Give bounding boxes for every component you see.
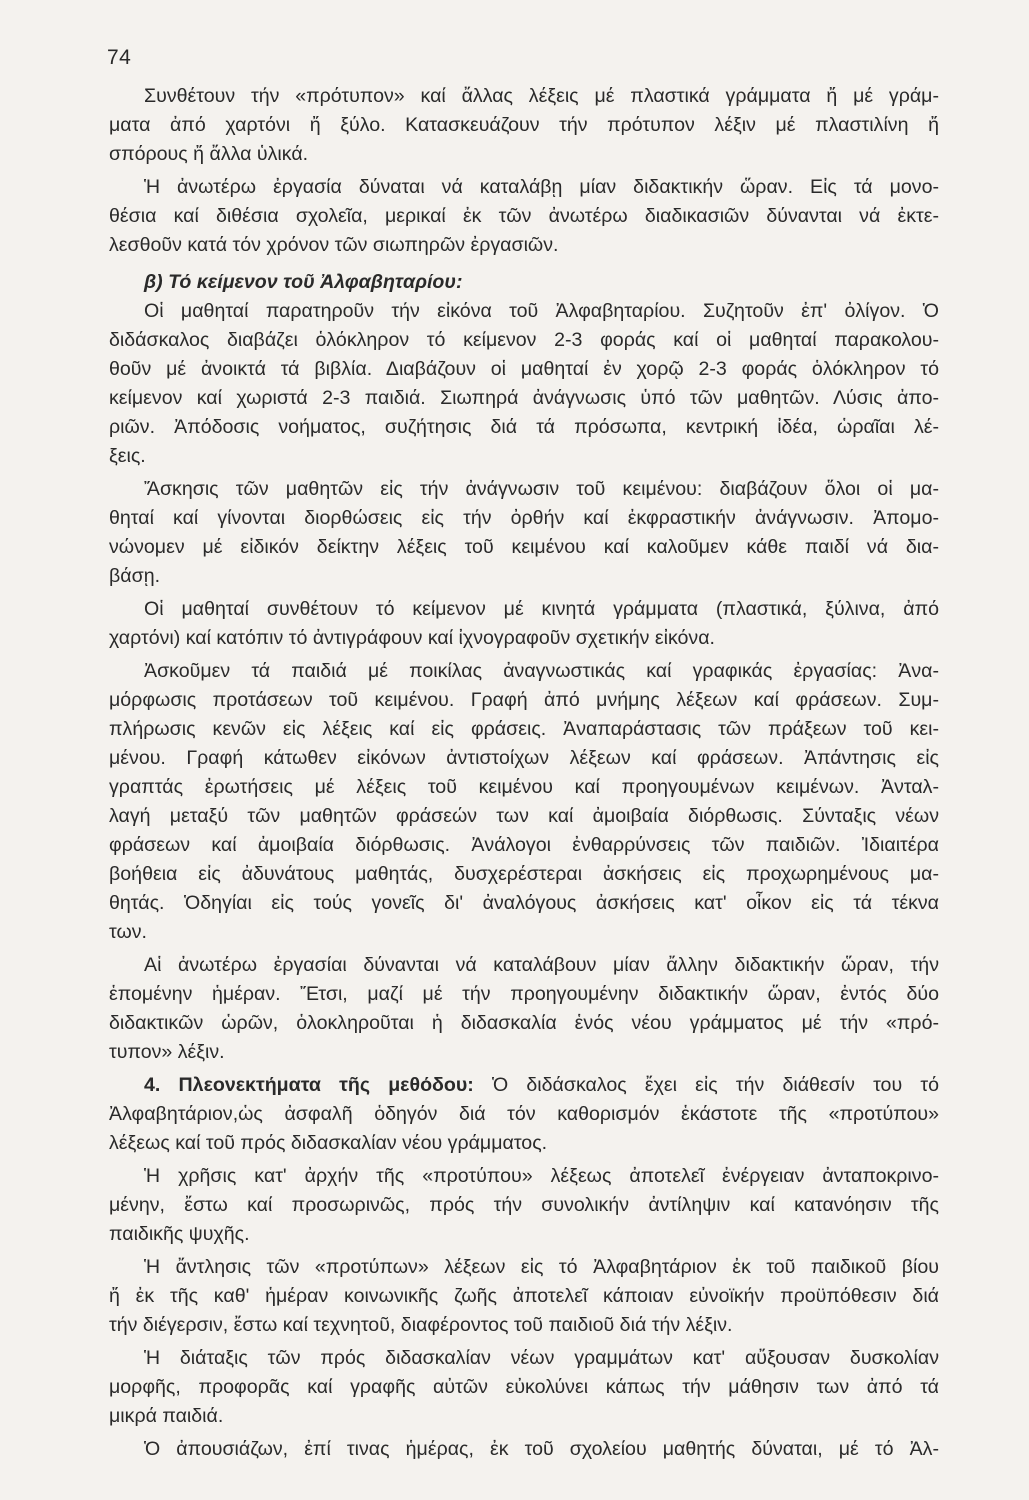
text-line: τήν διέγερσιν, ἔστω καί τεχνητοῦ, διαφέροντος τοῦ παιδιοῦ διά τήν λέξιν. <box>109 1314 733 1336</box>
paragraph <box>109 260 939 471</box>
text-line: μένου. Γραφή κάτωθεν εἰκόνων ἀντιστοίχων λέξεων καί φράσεων. Ἀπάντησις εἰς <box>109 747 939 769</box>
text-line: Συνθέτουν τήν «πρότυπον» καί ἄλλας λέξεις μέ πλαστικά γράμματα ἤ μέ γράμ- <box>144 85 939 107</box>
page-body <box>109 82 939 1464</box>
paragraph <box>109 951 939 1067</box>
text-line: Ἀλφαβητάριον,ὡς ἀσφαλῆ ὁδηγόν διά τόν καθορισμόν ἑκάστοτε τῆς «προτύπου» <box>109 1103 939 1125</box>
text-line: φράσεων καί ἀμοιβαία διόρθωσις. Ἀνάλογοι ἐνθαρρύνσεις τῶν παιδιῶν. Ἰδιαιτέρα <box>109 834 939 856</box>
text-line: ἤ ἐκ τῆς καθ' ἡμέραν κοινωνικῆς ζωῆς ἀποτελεῖ κάποιαν εὐνοϊκήν προϋπόθεσιν διά <box>109 1285 939 1307</box>
text-line: Οἱ μαθηταί συνθέτουν τό κείμενον μέ κινητά γράμματα (πλαστικά, ξύλινα, ἀπό <box>144 598 939 620</box>
text-line: Ἡ ἄντλησις τῶν «προτύπων» λέξεων εἰς τό Ἀλφαβητάριον ἐκ τοῦ παιδικοῦ βίου <box>144 1256 939 1278</box>
text-line: Ἀσκοῦμεν τά παιδιά μέ ποικίλας ἀναγνωστικάς καί γραφικάς ἐργασίας: Ἀνα- <box>144 660 939 682</box>
text-line: γραπτάς ἐρωτήσεις μέ λέξεις τοῦ κειμένου καί προηγουμένων κειμένων. Ἀνταλ- <box>109 776 939 798</box>
text-line: παιδικῆς ψυχῆς. <box>109 1223 250 1245</box>
text-line: θητάς. Ὁδηγίαι εἰς τούς γονεῖς δι' ἀναλόγους ἀσκήσεις κατ' οἶκον εἰς τά τέκνα <box>109 892 939 914</box>
text-line: βάσῃ. <box>109 565 161 587</box>
text-line: Ἡ ἀνωτέρω ἐργασία δύναται νά καταλάβῃ μίαν διδακτικήν ὥραν. Εἰς τά μονο- <box>144 176 939 198</box>
text-line: κείμενον καί χωριστά 2-3 παιδιά. Σιωπηρά ἀνάγνωσις ὑπό τῶν μαθητῶν. Λύσις ἀπο- <box>109 387 939 409</box>
paragraph <box>109 1344 939 1431</box>
text-line <box>109 1071 939 1100</box>
text-line: θοῦν μέ ἀνοικτά τά βιβλία. Διαβάζουν οἱ μαθηταί ἐν χορῷ 2-3 φοράς ὁλόκληρον τό <box>109 358 939 380</box>
text-line: ματα ἀπό χαρτόνι ἤ ξύλο. Κατασκευάζουν τήν πρότυπον λέξιν μέ πλαστιλίνη ἤ <box>109 114 939 136</box>
text-line: μορφῆς, προφορᾶς καί γραφῆς αὐτῶν εὐκολύνει κάπως τήν μάθησιν των ἀπό τά <box>109 1376 939 1398</box>
paragraph <box>109 1435 939 1464</box>
text-line: μόρφωσις προτάσεων τοῦ κειμένου. Γραφή ἀπό μνήμης λέξεων καί φράσεων. Συμ- <box>109 689 939 711</box>
text-line: ριῶν. Ἀπόδοσις νοήματος, συζήτησις διά τά πρόσωπα, κεντρική ἰδέα, ὡραῖαι λέ- <box>109 416 939 438</box>
text-line: λαγή μεταξύ τῶν μαθητῶν φράσεών των καί ἀμοιβαία διόρθωσις. Σύνταξις νέων <box>109 805 939 827</box>
text-line: βοήθεια εἰς ἀδυνάτους μαθητάς, δυσχερέστεραι ἀσκήσεις εἰς προχωρημένους μα- <box>109 863 939 885</box>
text-line: τυπον» λέξιν. <box>109 1041 225 1063</box>
text-line: ἑπομένην ἡμέραν. Ἔτσι, μαζί μέ τήν προηγουμένην διδακτικήν ὥραν, ἐντός δύο <box>109 983 939 1005</box>
text-line: θηταί καί γίνονται διορθώσεις εἰς τήν ὀρθήν καί ἐκφραστικήν ἀνάγνωσιν. Ἀπομο- <box>109 507 939 529</box>
text-line: Αἱ ἀνωτέρω ἐργασίαι δύνανται νά καταλάβουν μίαν ἄλλην διδακτικήν ὥραν, τήν <box>144 954 939 976</box>
text-line: των. <box>109 921 148 943</box>
text-line: μικρά παιδιά. <box>109 1405 224 1427</box>
text-line: Ὁ ἀπουσιάζων, ἐπί τινας ἡμέρας, ἐκ τοῦ σχολείου μαθητής δύναται, μέ τό Ἀλ- <box>144 1438 939 1460</box>
text-line: λέξεως καί τοῦ πρός διδασκαλίαν νέου γράμματος. <box>109 1132 548 1154</box>
paragraph <box>109 1071 939 1158</box>
text-line: Ἄσκησις τῶν μαθητῶν εἰς τήν ἀνάγνωσιν τοῦ κειμένου: διαβάζουν ὅλοι οἱ μα- <box>144 478 939 500</box>
paragraph <box>109 82 939 169</box>
text-line: χαρτόνι) καί κατόπιν τό ἀντιγράφουν καί ἰχνογραφοῦν σχετικήν εἰκόνα. <box>109 627 715 649</box>
text-line: Ἡ χρῆσις κατ' ἀρχήν τῆς «προτύπου» λέξεως ἀποτελεῖ ἐνέργειαν ἀνταποκρινο- <box>144 1165 939 1187</box>
text-line: Οἱ μαθηταί παρατηροῦν τήν εἰκόνα τοῦ Ἀλφαβηταρίου. Συζητοῦν ἐπ' ὀλίγον. Ὁ <box>144 300 939 322</box>
text-line: διδακτικῶν ὡρῶν, ὁλοκληροῦται ἡ διδασκαλία ἑνός νέου γράμματος μέ τήν «πρό- <box>109 1012 939 1034</box>
section-lead: 4. Πλεονεκτήματα τῆς μεθόδου: <box>144 1074 474 1096</box>
paragraph <box>109 595 939 653</box>
paragraph <box>109 1162 939 1249</box>
text-line: λεσθοῦν κατά τόν χρόνον τῶν σιωπηρῶν ἐργασιῶν. <box>109 234 559 256</box>
text-line: Ἡ διάταξις τῶν πρός διδασκαλίαν νέων γραμμάτων κατ' αὔξουσαν δυσκολίαν <box>144 1347 939 1369</box>
paragraph <box>109 1253 939 1340</box>
text-line: θέσια καί διθέσια σχολεῖα, μερικαί ἐκ τῶν ἀνωτέρω διαδικασιῶν δύνανται νά ἐκτε- <box>109 205 939 227</box>
text-line-rest: Ὁ διδάσκαλος ἔχει εἰς τήν διάθεσίν του τό <box>473 1074 939 1096</box>
text-line: σπόρους ἤ ἄλλα ὑλικά. <box>109 143 309 165</box>
paragraph <box>109 173 939 260</box>
text-line: ξεις. <box>109 445 146 467</box>
text-line: διδάσκαλος διαβάζει ὁλόκληρον τό κείμενον 2-3 φοράς καί οἱ μαθηταί παρακολου- <box>109 329 939 351</box>
paragraph <box>109 657 939 947</box>
text-line: πλήρωσις κενῶν εἰς λέξεις καί εἰς φράσεις. Ἀναπαράστασις τῶν πράξεων τοῦ κει- <box>109 718 939 740</box>
page-number: 74 <box>107 46 132 69</box>
paragraph <box>109 475 939 591</box>
text-line: μένην, ἔστω καί προσωρινῶς, πρός τήν συνολικήν ἀντίληψιν καί κατανόησιν τῆς <box>109 1194 939 1216</box>
text-line: νώνομεν μέ εἰδικόν δείκτην λέξεις τοῦ κειμένου καί καλοῦμεν κάθε παιδί νά δια- <box>109 536 939 558</box>
section-heading: β) Τό κείμενον τοῦ Ἀλφαβηταρίου: <box>144 271 463 293</box>
